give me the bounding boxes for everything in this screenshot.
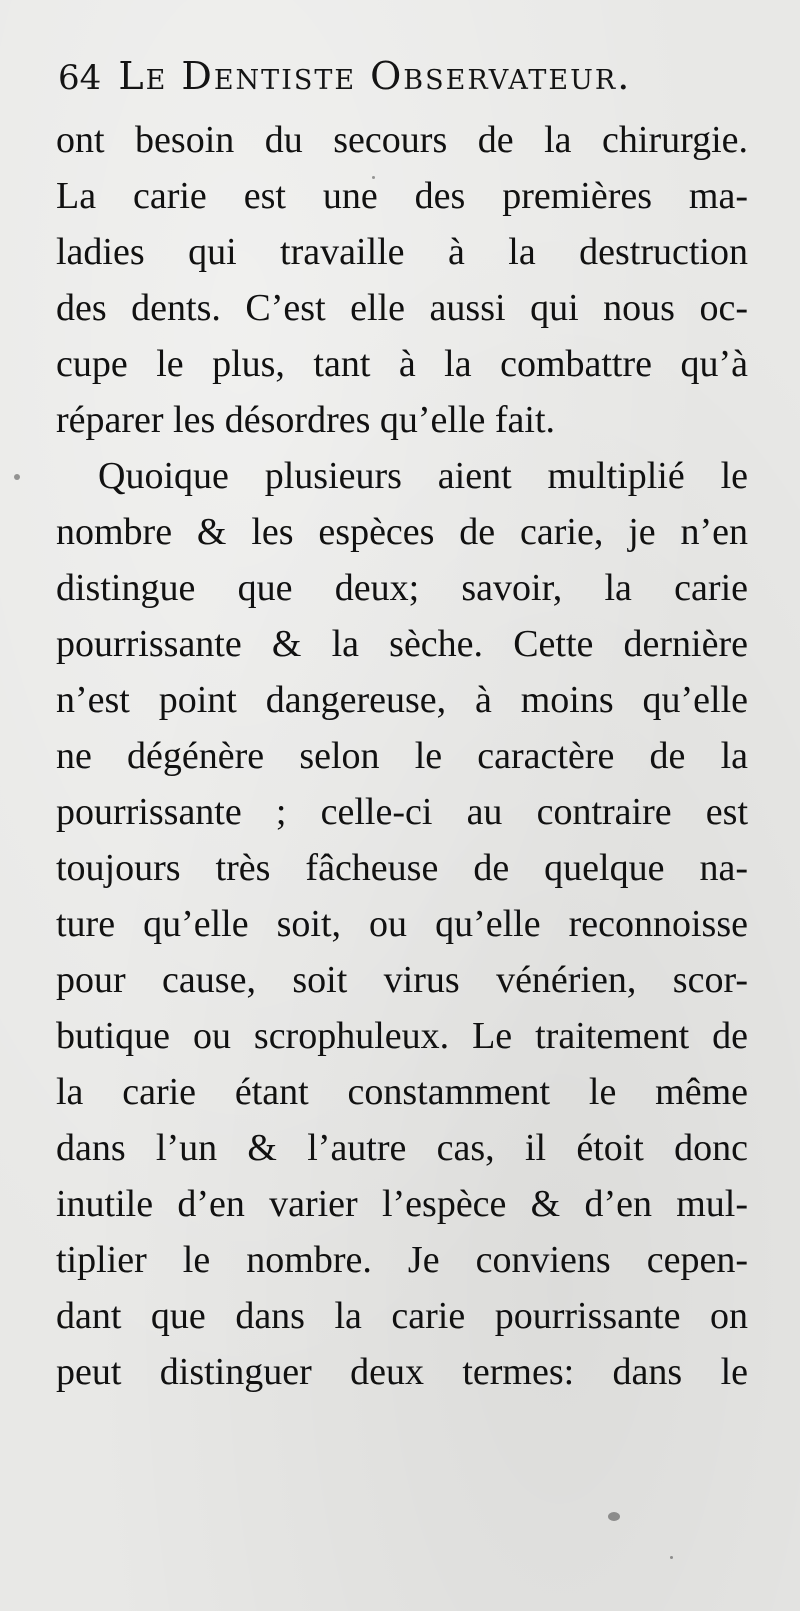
text-line: ne dégénère selon le caractère de la <box>56 735 748 777</box>
text-line: peut distinguer deux termes: dans le <box>56 1351 748 1393</box>
text-line: pourrissante ; celle-ci au contraire est <box>56 791 748 833</box>
text-line: ont besoin du secours de la chirurgie. <box>56 119 748 161</box>
running-title: Le Dentiste Observateur. <box>118 54 632 98</box>
text-line: inutile d’en varier l’espèce & d’en mul- <box>56 1183 748 1225</box>
text-line: dans l’un & l’autre cas, il étoit donc <box>56 1127 748 1169</box>
paragraph-1 <box>56 112 748 448</box>
text-line: distingue que deux; savoir, la carie <box>56 567 748 609</box>
running-header <box>58 54 758 102</box>
text-line: toujours très fâcheuse de quelque na- <box>56 847 748 889</box>
paper-speck <box>608 1512 620 1521</box>
text-line: pourrissante & la sèche. Cette dernière <box>56 623 748 665</box>
text-line: cupe le plus, tant à la combattre qu’à <box>56 343 748 385</box>
paragraph-2 <box>56 448 748 1400</box>
text-line: Quoique plusieurs aient multiplié le <box>98 455 748 497</box>
text-line: réparer les désordres qu’elle fait. <box>56 399 556 441</box>
text-line: pour cause, soit virus vénérien, scor- <box>56 959 748 1001</box>
text-line: butique ou scrophuleux. Le traitement de <box>56 1015 748 1057</box>
page-number: 64 <box>58 58 102 98</box>
text-line: des dents. C’est elle aussi qui nous oc- <box>56 287 748 329</box>
paper-speck <box>670 1556 673 1559</box>
text-line: La carie est une des premières ma- <box>56 175 748 217</box>
text-line: ladies qui travaille à la destruction <box>56 231 748 273</box>
paper-speck <box>14 474 20 480</box>
text-line: ture qu’elle soit, ou qu’elle reconnoisse <box>56 903 748 945</box>
paper-speck <box>372 176 375 179</box>
text-line: la carie étant constamment le même <box>56 1071 748 1113</box>
body-text <box>56 112 748 1400</box>
text-line: nombre & les espèces de carie, je n’en <box>56 511 748 553</box>
text-line: n’est point dangereuse, à moins qu’elle <box>56 679 748 721</box>
text-line: tiplier le nombre. Je conviens cepen- <box>56 1239 748 1281</box>
text-line: dant que dans la carie pourrissante on <box>56 1295 748 1337</box>
